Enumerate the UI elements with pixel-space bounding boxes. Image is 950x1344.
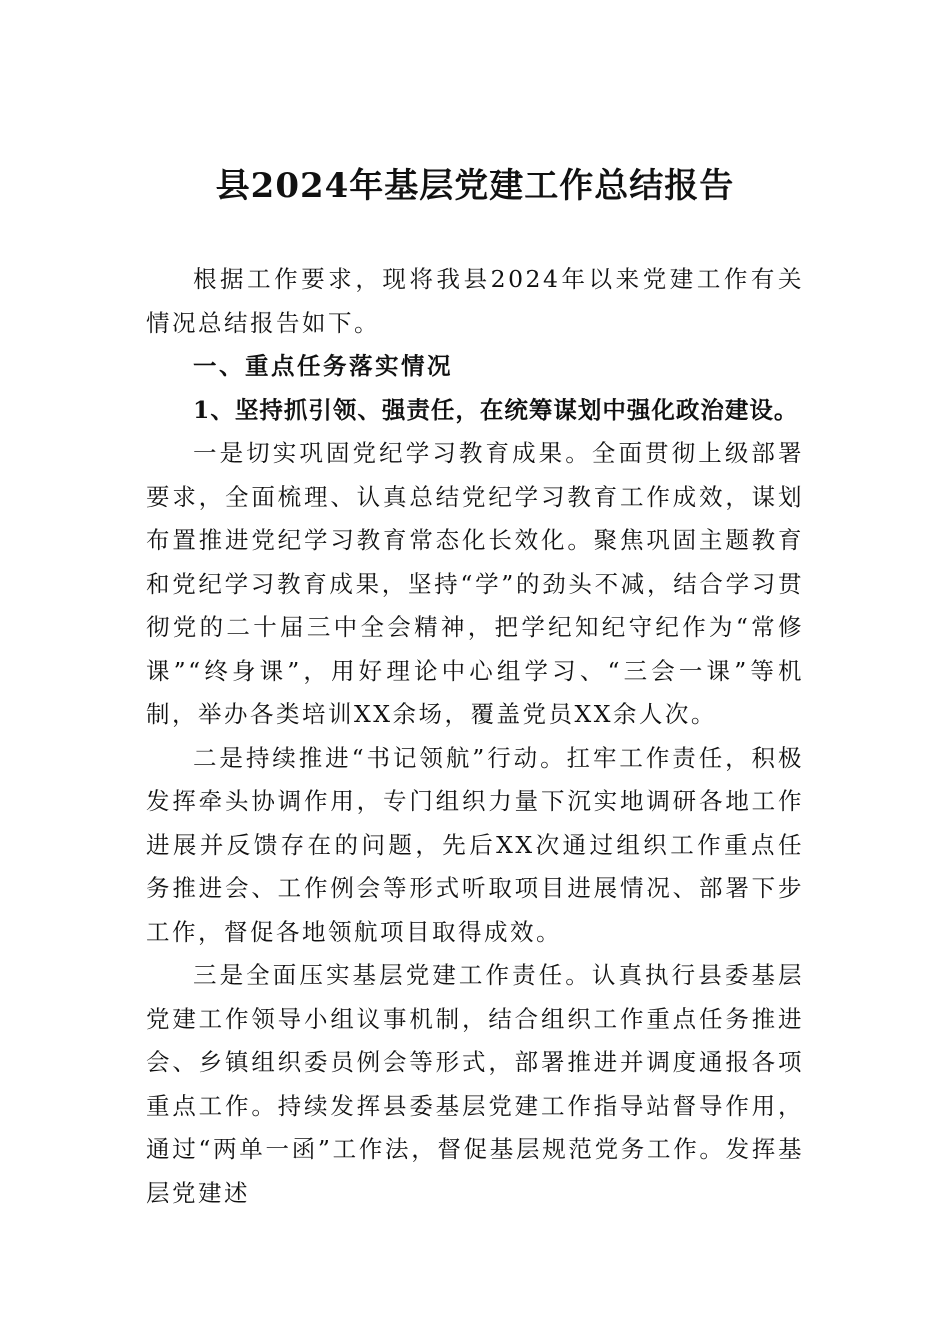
subsection-heading: 1、坚持抓引领、强责任，在统筹谋划中强化政治建设。 — [193, 395, 799, 424]
body-paragraph: 二是持续推进“书记领航”行动。扛牢工作责任，积极发挥牵头协调作用，专门组织力量下沉实地调研各地工作进展并反馈存在的问题，先后XX次通过组织工作重点任务推进会、工作例会等形式听取项目进展情况、部署下步工作，督促各地领航项目取得成效。 — [146, 743, 804, 946]
section-heading: 一、重点任务落实情况 — [193, 352, 453, 380]
document-body — [146, 258, 804, 1215]
body-paragraph: 一是切实巩固党纪学习教育成果。全面贯彻上级部署要求，全面梳理、认真总结党纪学习教育工作成效，谋划布置推进党纪学习教育常态化长效化。聚焦巩固主题教育和党纪学习教育成果，坚持“学”的劲头不减，结合学习贯彻党的二十届三中全会精神，把学纪知纪守纪作为“常修课”“终身课”，用好理论中心组学习、“三会一课”等机制，举办各类培训XX余场，覆盖党员XX余人次。 — [146, 439, 804, 728]
intro-paragraph: 根据工作要求，现将我县2024年以来党建工作有关情况总结报告如下。 — [146, 265, 804, 337]
document-title: 县2024年基层党建工作总结报告 — [215, 166, 735, 206]
body-paragraph: 三是全面压实基层党建工作责任。认真执行县委基层党建工作领导小组议事机制，结合组织工作重点任务推进会、乡镇组织委员例会等形式，部署推进并调度通报各项重点工作。持续发挥县委基层党建工作指导站督导作用，通过“两单一函”工作法，督促基层规范党务工作。发挥基层党建述 — [146, 961, 804, 1207]
